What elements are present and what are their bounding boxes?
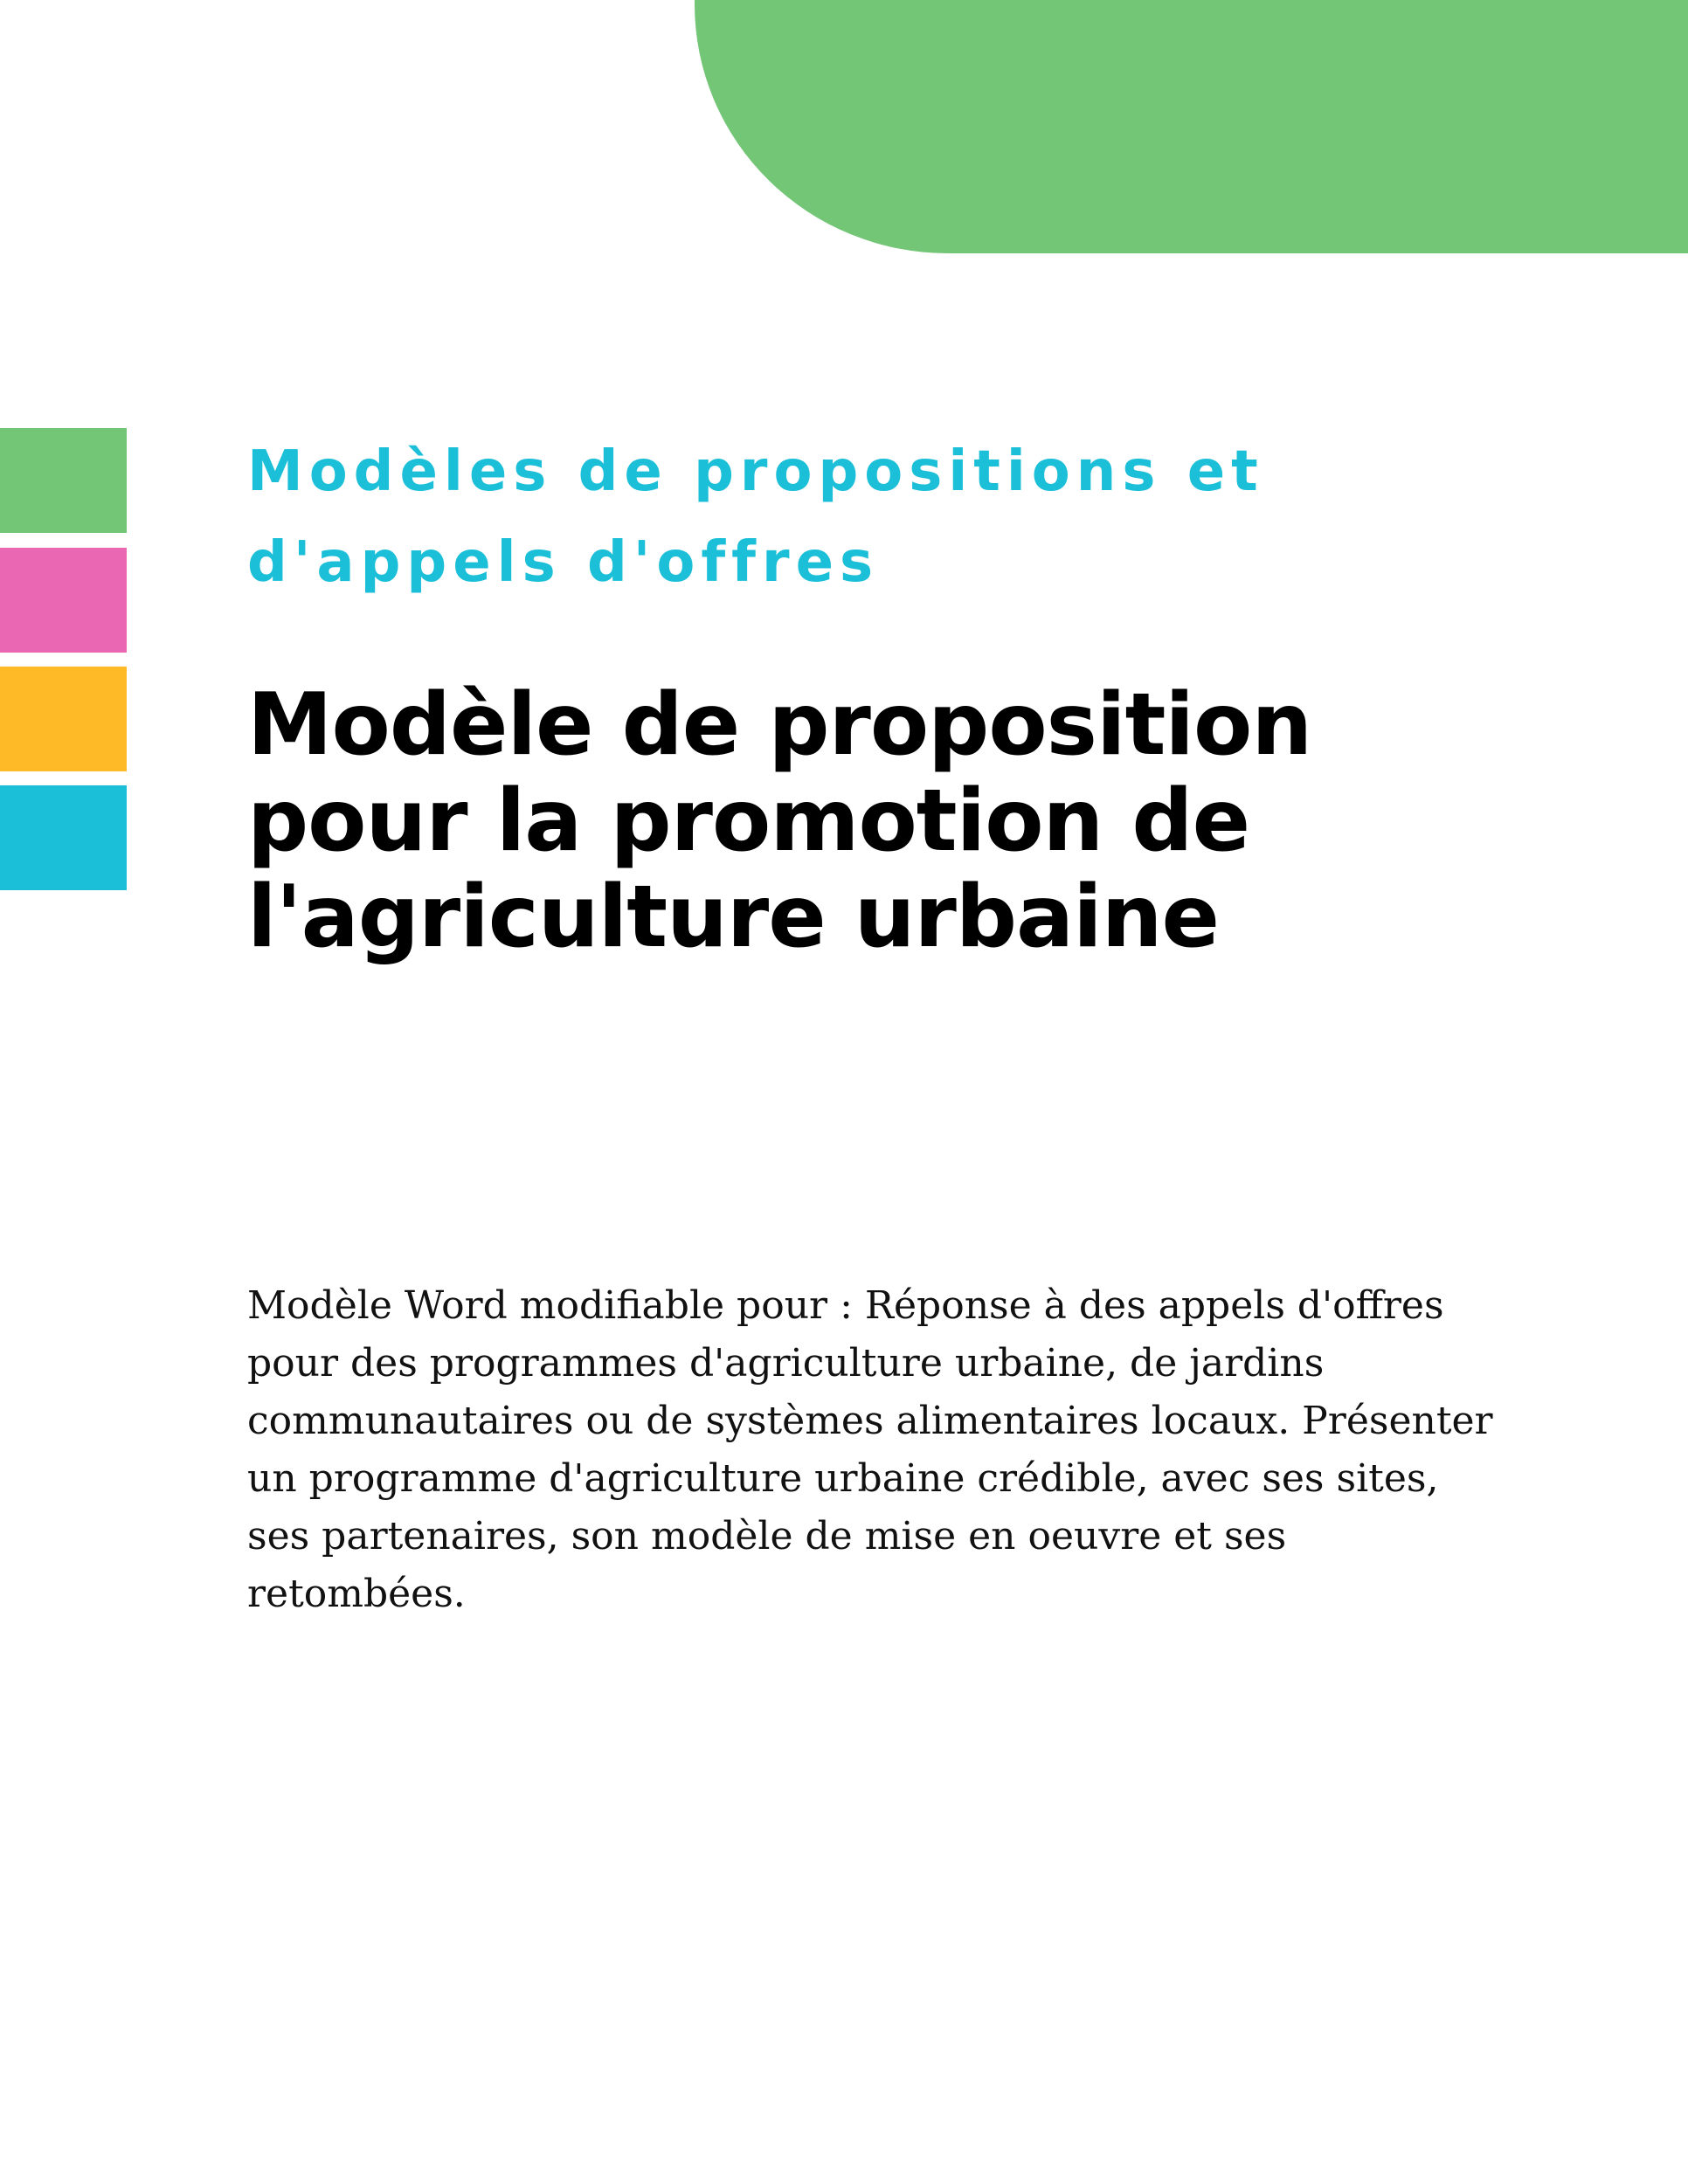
document-title: Modèle de proposition pour la promotion de l'agriculture urbaine [247, 675, 1312, 967]
color-block-cyan [0, 785, 127, 890]
document-description: Modèle Word modifiable pour : Réponse à des appels d'offres pour des programmes d'agriculture urbaine, de jardins communautaires ou de systèmes alimentaires locaux. Présenter un programme d'agriculture urbaine crédible, avec ses sites, ses partenaires, son modèle de mise en oeuvre et ses retombées. [247, 1283, 1493, 1616]
color-block-yellow [0, 667, 127, 771]
color-block-green [0, 428, 127, 533]
document-subtitle: Modèles de propositions et d'appels d'offres [247, 439, 1264, 595]
color-block-pink [0, 548, 127, 653]
decorative-corner-shape [695, 0, 1688, 253]
